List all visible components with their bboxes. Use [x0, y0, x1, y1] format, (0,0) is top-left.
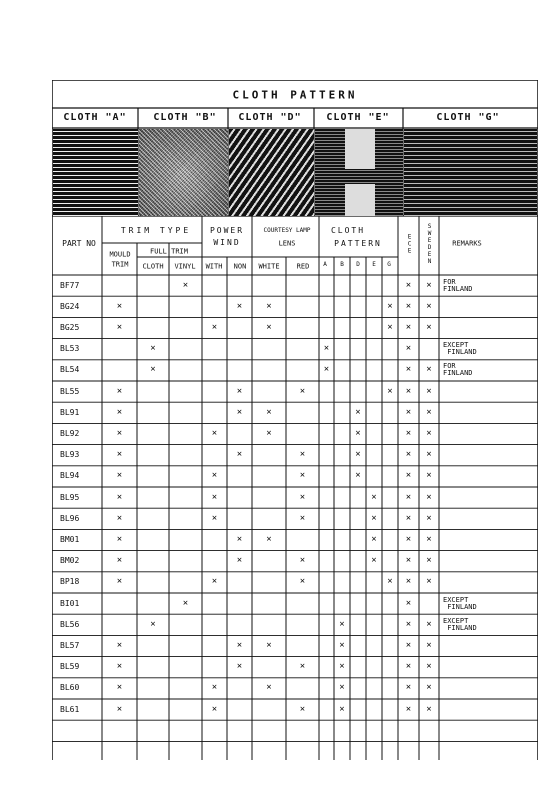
check-mark: ×: [299, 576, 306, 587]
check-mark: ×: [371, 534, 377, 545]
check-mark: ×: [426, 513, 432, 524]
check-mark: ×: [299, 513, 306, 524]
pattern-col-b: B: [340, 261, 344, 268]
check-mark: ×: [405, 513, 412, 524]
courtesy-lamp-header-2: LENS: [278, 239, 296, 248]
check-mark: ×: [266, 322, 272, 333]
check-mark: ×: [426, 301, 432, 312]
check-mark: ×: [339, 704, 345, 715]
part-number: BL96: [60, 513, 80, 523]
part-number: BL95: [60, 492, 80, 502]
cloth-d-header: CLOTH "D": [238, 112, 302, 123]
check-mark: ×: [116, 301, 123, 312]
check-mark: ×: [426, 428, 432, 439]
check-mark: ×: [116, 470, 123, 481]
check-mark: ×: [116, 661, 123, 672]
part-number: BI01: [60, 598, 80, 608]
check-mark: ×: [355, 449, 361, 460]
part-number: BG25: [60, 323, 80, 332]
part-number: BM02: [60, 556, 80, 566]
cloth-g-header: CLOTH "G": [436, 112, 500, 123]
check-mark: ×: [211, 576, 218, 587]
check-mark: ×: [211, 322, 218, 333]
power-wind-header-1: POWER: [209, 226, 245, 235]
check-mark: ×: [355, 407, 361, 418]
part-no-header: PART NO: [62, 239, 96, 248]
remarks-header: REMARKS: [452, 239, 482, 248]
check-mark: ×: [211, 492, 218, 503]
check-mark: ×: [236, 640, 243, 651]
check-mark: ×: [236, 449, 243, 460]
cloth-e-header: CLOTH "E": [326, 112, 390, 123]
check-mark: ×: [405, 470, 412, 481]
check-mark: ×: [116, 534, 123, 545]
remarks-cell: EXCEPT FINLAND: [443, 341, 477, 357]
cloth-pattern-table: [52, 80, 538, 760]
check-mark: ×: [426, 449, 432, 460]
check-mark: ×: [426, 386, 432, 397]
check-mark: ×: [426, 661, 432, 672]
check-mark: ×: [211, 682, 218, 693]
check-mark: ×: [405, 576, 412, 587]
check-mark: ×: [150, 364, 156, 375]
part-number: BP18: [60, 577, 80, 587]
check-mark: ×: [405, 598, 412, 609]
check-mark: ×: [426, 364, 432, 375]
check-mark: ×: [211, 704, 218, 715]
check-mark: ×: [211, 428, 218, 439]
part-number: BL94: [60, 471, 80, 481]
check-mark: ×: [426, 470, 432, 481]
remarks-cell: EXCEPT FINLAND: [443, 595, 477, 611]
part-number: BL61: [60, 704, 80, 714]
check-mark: ×: [236, 555, 243, 566]
check-mark: ×: [116, 492, 123, 503]
check-mark: ×: [371, 555, 377, 566]
part-number: BM01: [60, 535, 80, 544]
check-mark: ×: [116, 576, 123, 587]
check-mark: ×: [116, 407, 123, 418]
cloth-pattern-header-2: PATTERN: [334, 239, 382, 248]
check-mark: ×: [116, 513, 123, 524]
part-number: BL92: [60, 429, 80, 438]
power-wind-header-2: WIND: [213, 238, 241, 247]
check-mark: ×: [426, 492, 432, 503]
check-mark: ×: [426, 619, 432, 630]
check-mark: ×: [426, 704, 432, 715]
check-mark: ×: [426, 322, 432, 333]
check-mark: ×: [299, 555, 306, 566]
check-mark: ×: [405, 619, 412, 630]
check-mark: ×: [116, 386, 123, 397]
remarks-cell: FOR FINLAND: [443, 362, 473, 378]
check-mark: ×: [150, 619, 156, 630]
check-mark: ×: [405, 449, 412, 460]
check-mark: ×: [426, 534, 432, 545]
check-mark: ×: [405, 280, 412, 291]
check-mark: ×: [116, 640, 123, 651]
part-number: BL91: [60, 407, 80, 417]
check-mark: ×: [266, 682, 272, 693]
white-header: WHITE: [258, 262, 280, 271]
check-mark: ×: [116, 682, 123, 693]
check-mark: ×: [405, 534, 412, 545]
check-mark: ×: [426, 576, 432, 587]
cloth-d-swatch: [229, 129, 314, 216]
with-header: WITH: [205, 262, 223, 271]
check-mark: ×: [405, 704, 412, 715]
sweden-header: SWEDEN: [426, 223, 433, 265]
cloth-e-swatch: [315, 129, 403, 216]
remarks-cell: FOR FINLAND: [443, 277, 473, 293]
check-mark: ×: [405, 386, 412, 397]
pattern-col-g: G: [387, 261, 391, 268]
check-mark: ×: [266, 407, 272, 418]
part-number: BL59: [60, 662, 80, 672]
part-number: BF77: [60, 280, 80, 290]
check-mark: ×: [299, 661, 306, 672]
pattern-col-e: E: [372, 261, 376, 268]
part-number: BG24: [60, 301, 80, 311]
check-mark: ×: [236, 407, 243, 418]
cloth-b-swatch: [139, 129, 228, 216]
ece-header: ECE: [406, 233, 413, 255]
cloth-header: CLOTH: [142, 262, 164, 271]
mould-trim-header-2: TRIM: [111, 260, 129, 269]
courtesy-lamp-header-1: COURTESY LAMP: [263, 227, 311, 234]
check-mark: ×: [150, 343, 156, 354]
check-mark: ×: [182, 280, 189, 291]
part-number: BL55: [60, 386, 80, 396]
check-mark: ×: [323, 343, 330, 354]
check-mark: ×: [266, 534, 272, 545]
check-mark: ×: [299, 470, 306, 481]
check-mark: ×: [266, 428, 272, 439]
check-mark: ×: [116, 428, 123, 439]
check-mark: ×: [182, 598, 189, 609]
check-mark: ×: [405, 407, 412, 418]
check-mark: ×: [387, 576, 393, 587]
check-mark: ×: [405, 322, 412, 333]
check-mark: ×: [405, 682, 412, 693]
check-mark: ×: [236, 661, 243, 672]
check-mark: ×: [299, 449, 306, 460]
non-header: NON: [233, 262, 247, 271]
check-mark: ×: [236, 386, 243, 397]
check-mark: ×: [387, 301, 393, 312]
cloth-pattern-header-1: CLOTH: [330, 226, 366, 235]
vinyl-header: VINYL: [174, 262, 196, 271]
check-mark: ×: [339, 682, 345, 693]
check-mark: ×: [299, 386, 306, 397]
check-mark: ×: [371, 513, 377, 524]
check-mark: ×: [371, 492, 377, 503]
check-mark: ×: [211, 470, 218, 481]
cloth-a-swatch: [53, 129, 138, 216]
check-mark: ×: [323, 364, 330, 375]
cloth-g-swatch: [404, 129, 537, 216]
check-mark: ×: [405, 492, 412, 503]
part-number: BL57: [60, 641, 80, 650]
check-mark: ×: [116, 555, 123, 566]
check-mark: ×: [116, 704, 123, 715]
check-mark: ×: [266, 301, 272, 312]
part-number: BL93: [60, 450, 80, 460]
full-trim-header: FULL TRIM: [150, 247, 188, 256]
check-mark: ×: [405, 364, 412, 375]
part-number: BL53: [60, 344, 80, 354]
check-mark: ×: [339, 619, 345, 630]
part-number: BL54: [60, 365, 80, 375]
check-mark: ×: [236, 301, 243, 312]
check-mark: ×: [426, 407, 432, 418]
check-mark: ×: [339, 661, 345, 672]
pattern-col-a: A: [323, 261, 327, 268]
red-header: RED: [296, 262, 310, 271]
check-mark: ×: [339, 640, 345, 651]
part-number: BL60: [60, 683, 80, 693]
trim-type-header: TRIM TYPE: [120, 226, 192, 235]
check-mark: ×: [426, 640, 432, 651]
check-mark: ×: [355, 470, 361, 481]
check-mark: ×: [405, 428, 412, 439]
pattern-col-d: D: [356, 261, 360, 268]
check-mark: ×: [387, 322, 393, 333]
check-mark: ×: [405, 661, 412, 672]
mould-trim-header-1: MOULD: [109, 250, 131, 259]
check-mark: ×: [405, 301, 412, 312]
check-mark: ×: [116, 322, 123, 333]
check-mark: ×: [299, 704, 306, 715]
check-mark: ×: [405, 555, 412, 566]
check-mark: ×: [387, 386, 393, 397]
table-title: CLOTH PATTERN: [232, 88, 358, 102]
cloth-b-header: CLOTH "B": [153, 112, 217, 123]
check-mark: ×: [211, 513, 218, 524]
check-mark: ×: [426, 280, 432, 291]
cloth-a-header: CLOTH "A": [63, 112, 127, 123]
check-mark: ×: [355, 428, 361, 439]
remarks-cell: EXCEPT FINLAND: [443, 616, 477, 632]
check-mark: ×: [426, 682, 432, 693]
check-mark: ×: [116, 449, 123, 460]
check-mark: ×: [405, 640, 412, 651]
check-mark: ×: [405, 343, 412, 354]
check-mark: ×: [299, 492, 306, 503]
part-number: BL56: [60, 619, 80, 629]
check-mark: ×: [266, 640, 272, 651]
check-mark: ×: [236, 534, 243, 545]
check-mark: ×: [426, 555, 432, 566]
